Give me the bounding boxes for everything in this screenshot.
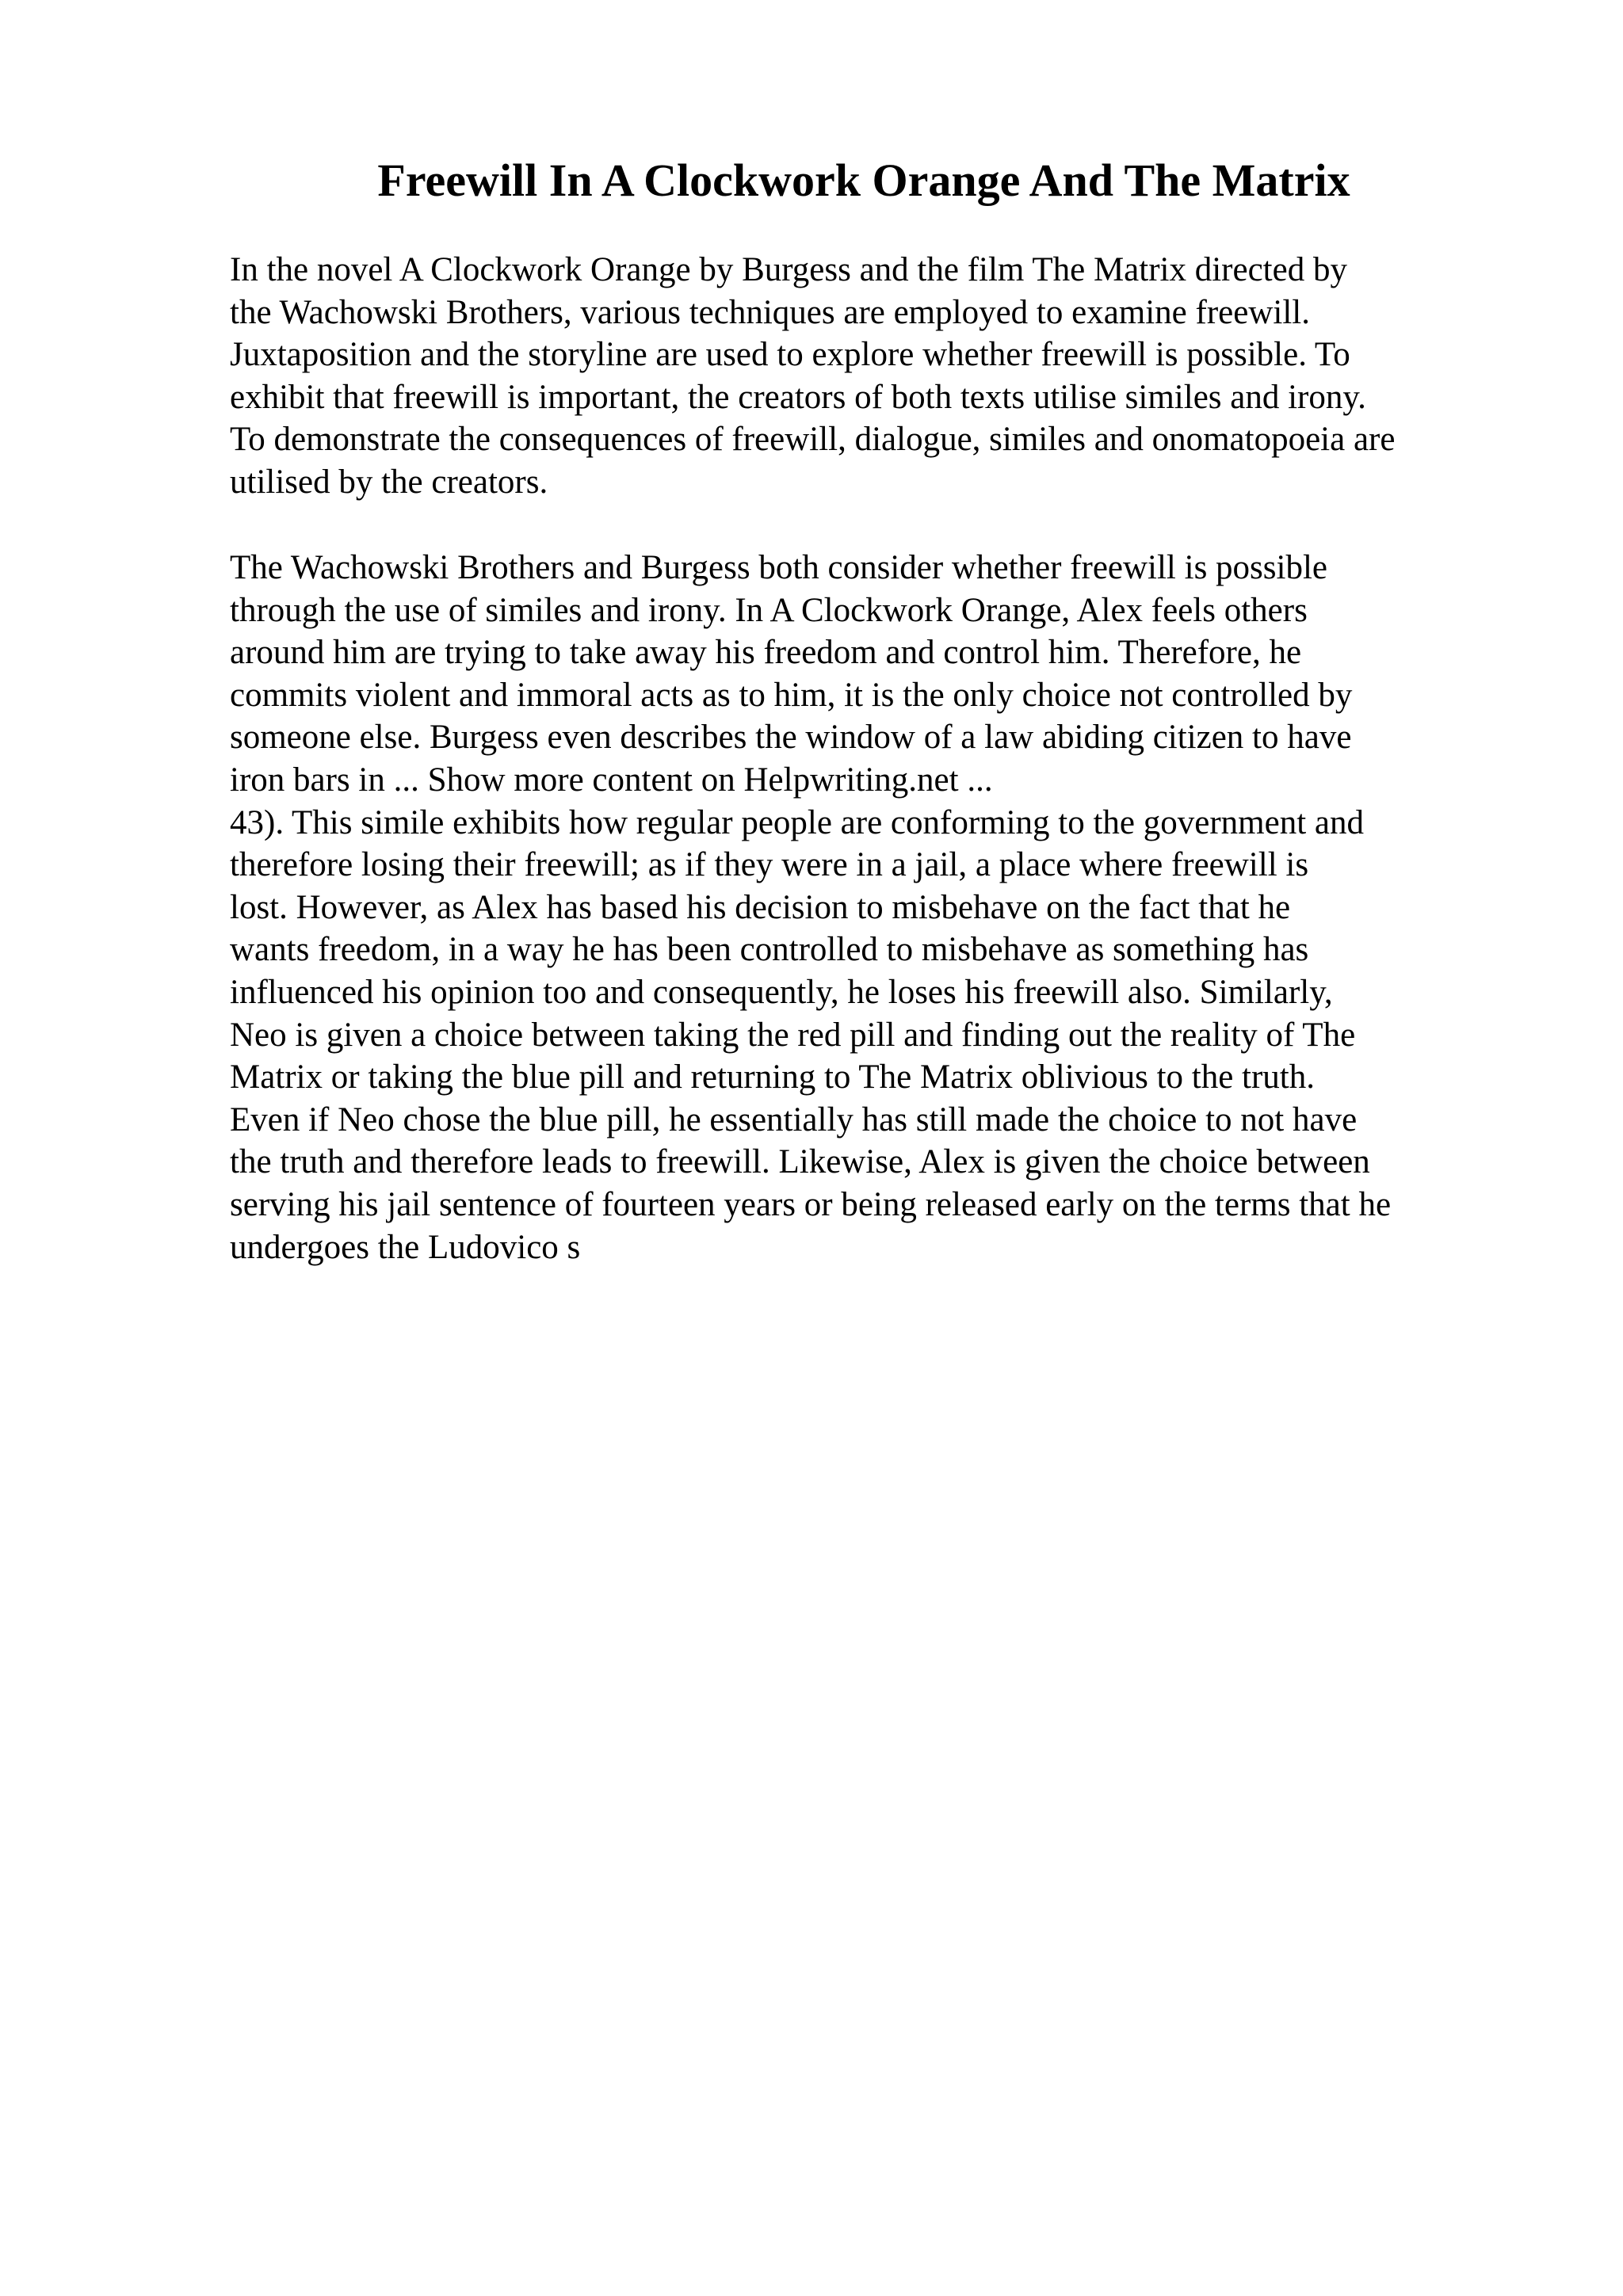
paragraph-line: the Wachowski Brothers, various techniques are employed to examine freewill.	[230, 293, 1310, 331]
paragraph-line: Juxtaposition and the storyline are used to explore whether freewill is possible. To	[230, 336, 1350, 374]
body-paragraph	[230, 547, 1514, 1268]
document-title: Freewill In A Clockwork Orange And The Matrix	[377, 154, 1350, 206]
paragraph-line: The Wachowski Brothers and Burgess both consider whether freewill is possible	[230, 549, 1328, 586]
paragraph-line: someone else. Burgess even describes the window of a law abiding citizen to have	[230, 719, 1352, 757]
paragraph-line: 43). This simile exhibits how regular people are conforming to the government and	[230, 803, 1364, 841]
paragraph-line: undergoes the Ludovico s	[230, 1228, 581, 1266]
paragraph-line: around him are trying to take away his freedom and control him. Therefore, he	[230, 634, 1302, 672]
paragraph-line: serving his jail sentence of fourteen years or being released early on the terms that he	[230, 1185, 1392, 1223]
paragraph-line: commits violent and immoral acts as to him, it is the only choice not controlled by	[230, 676, 1353, 714]
paragraph-line: iron bars in ... Show more content on Helpwriting.net ...	[230, 761, 993, 799]
paragraph-line: lost. However, as Alex has based his decision to misbehave on the fact that he	[230, 888, 1291, 926]
paragraph-line: Matrix or taking the blue pill and returning to The Matrix oblivious to the truth.	[230, 1058, 1316, 1097]
paragraph-line: Even if Neo chose the blue pill, he essentially has still made the choice to not have	[230, 1100, 1358, 1138]
paragraph-line: Neo is given a choice between taking the red pill and finding out the reality of The	[230, 1016, 1356, 1054]
paragraph-line: exhibit that freewill is important, the creators of both texts utilise similes and irony.	[230, 378, 1366, 416]
paragraph-line: wants freedom, in a way he has been controlled to misbehave as something has	[230, 931, 1309, 969]
paragraph-line: therefore losing their freewill; as if they were in a jail, a place where freewill is	[230, 846, 1309, 884]
intro-paragraph	[230, 249, 1514, 504]
paragraph-line: utilised by the creators.	[230, 463, 548, 501]
paragraph-line: through the use of similes and irony. In A Clockwork Orange, Alex feels others	[230, 591, 1308, 629]
paragraph-line: To demonstrate the consequences of freewill, dialogue, similes and onomatopoeia are	[230, 421, 1396, 459]
paragraph-line: In the novel A Clockwork Orange by Burgess and the film The Matrix directed by	[230, 251, 1347, 288]
paragraph-line: influenced his opinion too and consequently, he loses his freewill also. Similarly,	[230, 973, 1333, 1011]
paragraph-line: the truth and therefore leads to freewill. Likewise, Alex is given the choice between	[230, 1143, 1370, 1181]
